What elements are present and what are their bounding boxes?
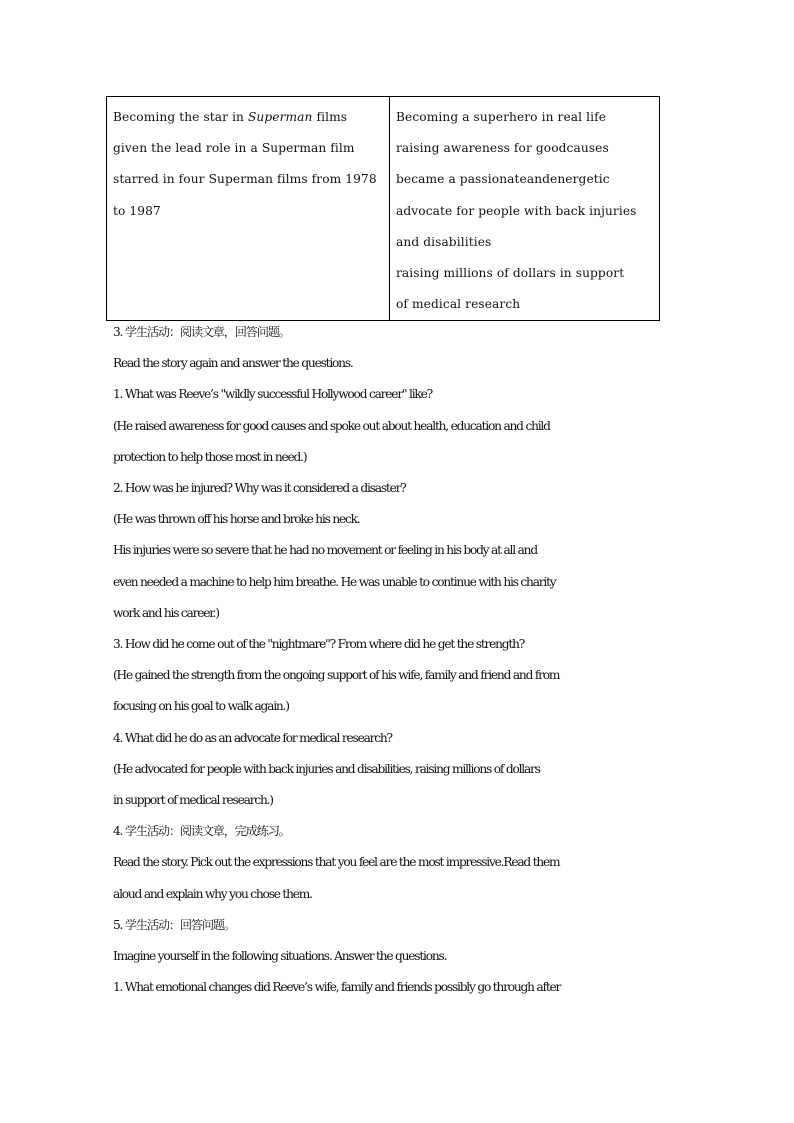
answer-text: (He raised awareness for good causes and spoke out about health, education and child xyxy=(113,418,550,433)
cell-line: to 1987 xyxy=(113,203,161,218)
cell-text: Becoming the star in xyxy=(113,110,248,124)
answer-text: (He was thrown off his horse and broke his neck. xyxy=(113,512,360,527)
answer-text: even needed a machine to help him breathe. He was unable to continue with his charity xyxy=(113,574,556,589)
activity-heading: 3. 学生活动：阅读文章，回答问题。 xyxy=(113,325,290,339)
question-text: 1. What emotional changes did Reeve’s wife, family and friends possibly go through after xyxy=(113,980,561,995)
cell-line: raising millions of dollars in support xyxy=(396,266,625,281)
superman-title-italic: Superman xyxy=(247,110,313,124)
instruction-text: Imagine yourself in the following situations. Answer the questions. xyxy=(113,949,447,964)
table-cell-superhero xyxy=(390,97,660,321)
question-text: 3. How did he come out of the "nightmare"? From where did he get the strength? xyxy=(113,637,525,652)
answer-text: focusing on his goal to walk again.) xyxy=(113,699,289,714)
instruction-text: Read the story. Pick out the expressions that you feel are the most impressive.Read them xyxy=(113,855,560,870)
answer-text: in support of medical research.) xyxy=(113,793,273,808)
comparison-table xyxy=(106,96,660,321)
document-body xyxy=(113,317,705,1003)
table-cell-star xyxy=(107,97,390,321)
answer-text: (He advocated for people with back injuries and disabilities, raising millions of dollars xyxy=(113,761,540,776)
question-text: 4. What did he do as an advocate for medical research? xyxy=(113,730,392,745)
question-text: 2. How was he injured? Why was it considered a disaster? xyxy=(113,481,406,496)
cell-line: given the lead role in a Superman film xyxy=(113,141,355,156)
answer-text: protection to help those most in need.) xyxy=(113,449,307,464)
table-row xyxy=(107,97,660,321)
cell-line: Becoming a superhero in real life xyxy=(396,110,607,124)
cell-line: of medical research xyxy=(396,297,521,312)
instruction-text: aloud and explain why you chose them. xyxy=(113,886,312,901)
cell-text: films xyxy=(312,110,348,124)
cell-line xyxy=(113,102,384,133)
question-text: 1. What was Reeve’s "wildly successful Hollywood career" like? xyxy=(113,387,432,402)
cell-line: raising awareness for goodcauses xyxy=(396,141,609,156)
cell-line: became a passionateandenergetic xyxy=(396,172,610,187)
answer-text: work and his career.) xyxy=(113,605,219,620)
activity-heading: 5. 学生活动：回答问题。 xyxy=(113,917,235,932)
answer-text: His injuries were so severe that he had no movement or feeling in his body at all and xyxy=(113,543,537,558)
cell-line: advocate for people with back injuries xyxy=(396,203,637,218)
cell-line: and disabilities xyxy=(396,234,492,249)
answer-text: (He gained the strength from the ongoing support of his wife, family and friend and from xyxy=(113,668,560,683)
instruction-text: Read the story again and answer the questions. xyxy=(113,356,353,371)
activity-heading: 4. 学生活动：阅读文章，完成练习。 xyxy=(113,824,290,839)
cell-line: starred in four Superman films from 1978 xyxy=(113,172,377,187)
